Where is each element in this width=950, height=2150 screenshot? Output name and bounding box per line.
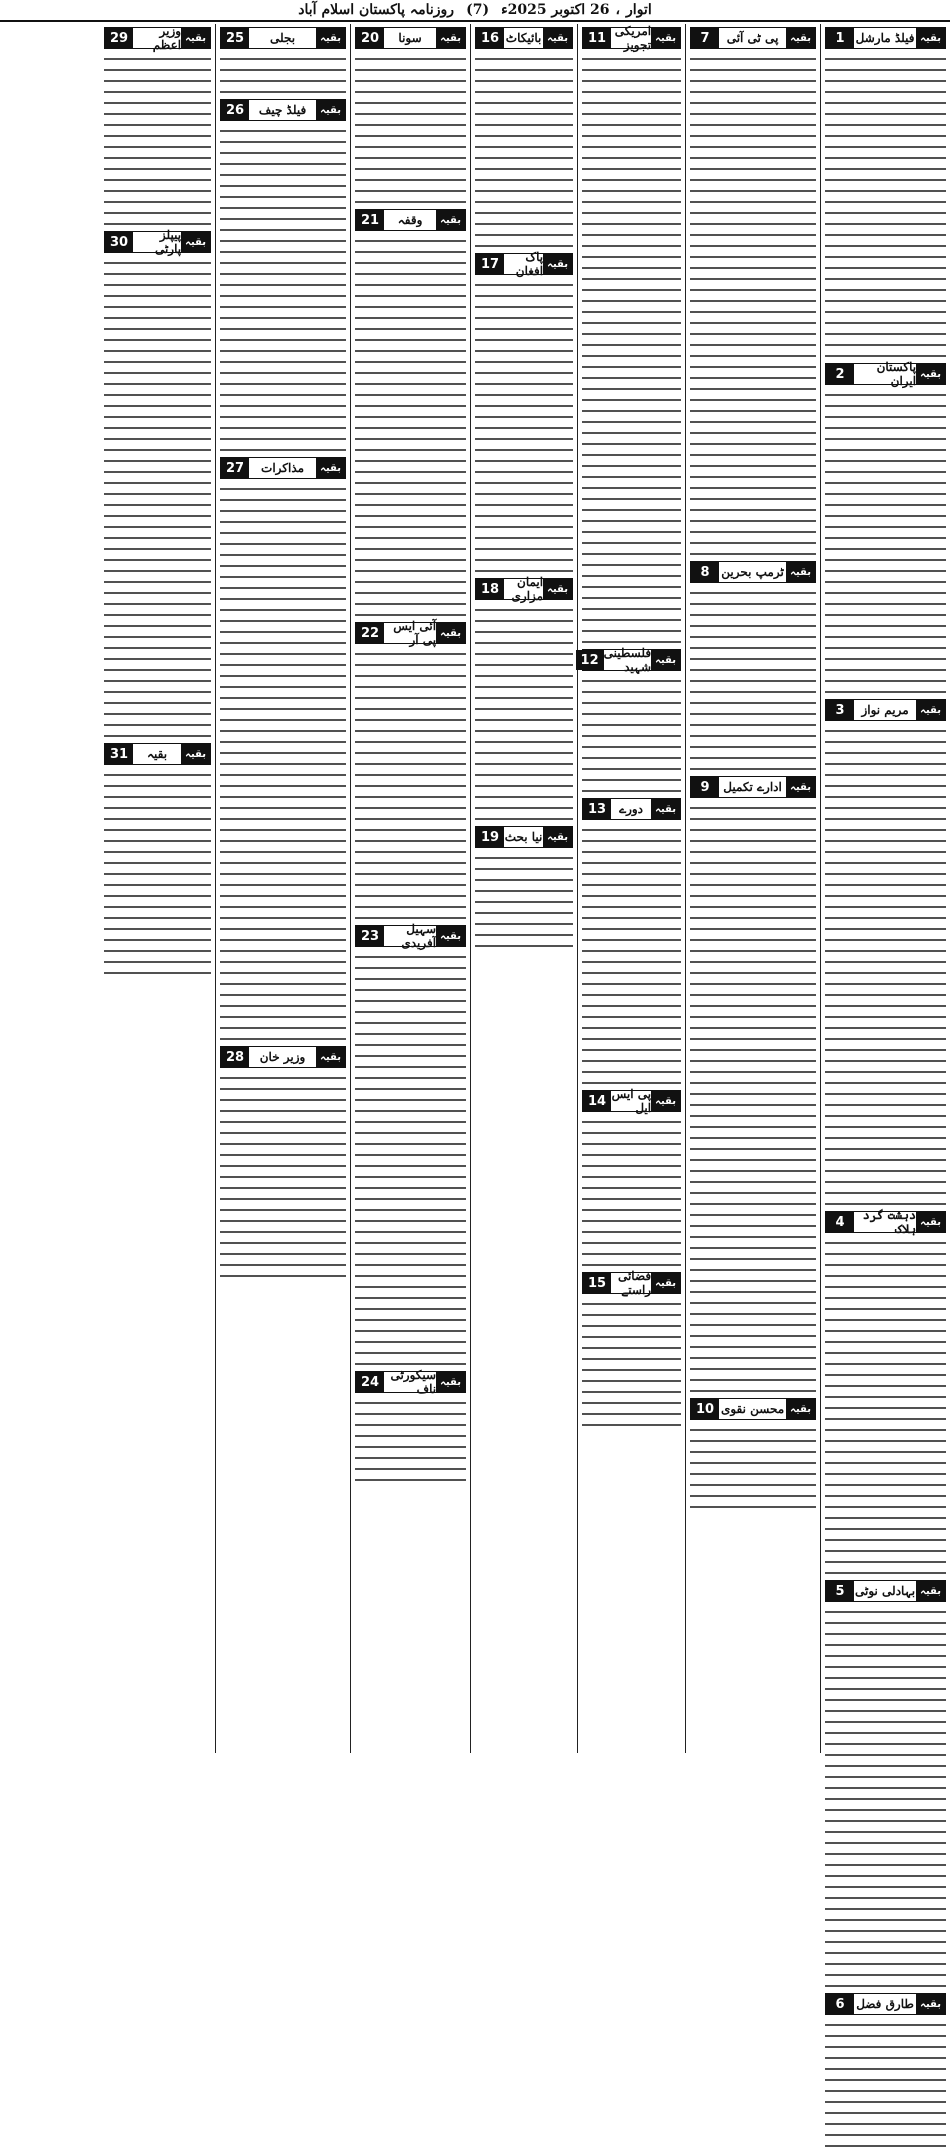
story-header	[582, 798, 681, 820]
story-title: امریکی تجویز	[611, 28, 651, 48]
column-6	[215, 24, 350, 1753]
story-body-text	[475, 52, 573, 250]
story-header	[582, 24, 681, 52]
baqia-tag: بقیہ	[786, 28, 815, 48]
baqia-tag: بقیہ	[181, 744, 210, 764]
baqia-tag: بقیہ	[651, 650, 680, 670]
baqia-tag: بقیہ	[543, 254, 572, 274]
story-title: بائیکاٹ	[504, 28, 543, 48]
story-body-text	[104, 256, 211, 740]
story-title: فضائی راستے	[611, 1273, 651, 1293]
baqia-tag: بقیہ	[316, 458, 345, 478]
story-number: 30	[105, 232, 133, 252]
story-title: آئی ایس پی آر	[384, 623, 436, 643]
story-title: فلسطینی شہید	[603, 646, 652, 674]
story-body-text	[220, 1071, 346, 1280]
story-header	[690, 561, 816, 583]
story-title: ٹرمپ بحرین	[719, 562, 786, 582]
story-number: 31	[105, 744, 133, 764]
story-header	[355, 619, 466, 647]
story-body-text	[825, 2018, 946, 2150]
story-header	[475, 575, 573, 603]
baqia-tag: بقیہ	[436, 28, 465, 48]
story-number: 7	[691, 28, 719, 48]
story-number: 2	[826, 364, 854, 384]
story-header	[475, 826, 573, 848]
story-number: 22	[356, 623, 384, 643]
story-body-text	[104, 768, 211, 977]
newspaper-page	[0, 24, 950, 2012]
story-body-text	[355, 647, 466, 922]
column-5	[350, 24, 470, 1753]
masthead: اتوار ، 26 اکتوبر 2025ء (7) روزنامہ پاکستان اسلام آباد	[0, 0, 950, 22]
story-body-text	[582, 674, 681, 795]
story-header	[580, 646, 681, 674]
story-title: وقفہ	[384, 210, 436, 230]
story-body-text	[582, 52, 681, 646]
story-number: 24	[356, 1372, 384, 1392]
baqia-tag: بقیہ	[316, 1047, 345, 1067]
masthead-day: اتوار	[626, 2, 652, 18]
story-title: بجلی	[249, 28, 316, 48]
story-header	[582, 1269, 681, 1297]
baqia-tag: بقیہ	[651, 799, 680, 819]
story-number: 25	[221, 28, 249, 48]
story-header	[104, 24, 211, 52]
story-body-text	[690, 586, 816, 773]
story-title: نیا بحث	[504, 827, 543, 847]
story-body-text	[104, 52, 211, 228]
baqia-tag: بقیہ	[916, 28, 945, 48]
story-number: 23	[356, 926, 384, 946]
story-header	[582, 1087, 681, 1115]
story-number: 14	[583, 1091, 611, 1111]
story-body-text	[475, 278, 573, 575]
column-7	[100, 24, 215, 1753]
story-header	[355, 27, 466, 49]
story-number: 20	[356, 28, 384, 48]
story-header	[355, 922, 466, 950]
story-header	[690, 27, 816, 49]
story-number: 3	[826, 700, 854, 720]
story-body-text	[220, 124, 346, 454]
baqia-tag: بقیہ	[543, 579, 572, 599]
story-title: سہیل آفریدی	[384, 926, 436, 946]
story-title: ایمان مزاری	[504, 579, 543, 599]
story-title: پی ٹی آئی	[719, 28, 786, 48]
story-number: 28	[221, 1047, 249, 1067]
story-number: 9	[691, 777, 719, 797]
story-body-text	[355, 234, 466, 619]
story-header	[355, 209, 466, 231]
baqia-tag: بقیہ	[916, 364, 945, 384]
story-title: دورے	[611, 799, 651, 819]
story-number: 5	[826, 1581, 854, 1601]
story-title: پیپلز پارٹی	[133, 232, 181, 252]
baqia-tag: بقیہ	[181, 28, 210, 48]
baqia-tag: بقیہ	[916, 1212, 945, 1232]
baqia-tag: بقیہ	[916, 700, 945, 720]
baqia-tag: بقیہ	[316, 28, 345, 48]
masthead-date: 26 اکتوبر 2025ء	[501, 2, 610, 18]
story-header	[825, 360, 946, 388]
baqia-tag: بقیہ	[786, 562, 815, 582]
story-body-text	[475, 603, 573, 823]
story-body-text	[690, 801, 816, 1395]
story-body-text	[582, 823, 681, 1087]
story-header	[220, 1046, 346, 1068]
column-1	[820, 24, 950, 2012]
story-title: پاکستان ایران	[854, 364, 916, 384]
story-number: 29	[105, 28, 133, 48]
story-title: سونا	[384, 28, 436, 48]
baqia-tag: بقیہ	[543, 28, 572, 48]
story-title: سیکورٹی ناف	[384, 1372, 436, 1392]
baqia-tag: بقیہ	[436, 1372, 465, 1392]
story-header	[825, 1993, 946, 2015]
story-header	[220, 457, 346, 479]
story-number: 16	[476, 28, 504, 48]
story-title: پاک افغان	[504, 254, 543, 274]
story-title: فیلڈ چیف	[249, 100, 316, 120]
column-4	[470, 24, 577, 1753]
story-number: 8	[691, 562, 719, 582]
story-title: وزیر اعظم	[133, 28, 181, 48]
column-2	[685, 24, 820, 1753]
story-number: 27	[221, 458, 249, 478]
story-body-text	[690, 52, 816, 558]
story-header	[475, 27, 573, 49]
baqia-tag: بقیہ	[786, 777, 815, 797]
story-number: 15	[583, 1273, 611, 1293]
story-title: محسن نقوی	[719, 1399, 786, 1419]
story-number: 12	[576, 650, 604, 670]
story-title: فیلڈ مارشل	[854, 28, 916, 48]
story-body-text	[220, 482, 346, 1043]
baqia-tag: بقیہ	[181, 232, 210, 252]
story-header	[475, 250, 573, 278]
baqia-tag: بقیہ	[436, 210, 465, 230]
story-title: پی ایس ایل	[611, 1087, 652, 1115]
baqia-tag: بقیہ	[436, 623, 465, 643]
story-number: 4	[826, 1212, 854, 1232]
story-body-text	[690, 1423, 816, 1511]
story-body-text	[825, 724, 946, 1208]
story-title: طارق فضل	[854, 1994, 916, 2014]
story-body-text	[825, 1236, 946, 1577]
story-number: 17	[476, 254, 504, 274]
story-body-text	[355, 52, 466, 206]
story-number: 11	[583, 28, 611, 48]
story-header	[825, 27, 946, 49]
baqia-tag: بقیہ	[651, 28, 680, 48]
story-number: 13	[583, 799, 611, 819]
story-header	[220, 27, 346, 49]
story-header	[825, 699, 946, 721]
column-3	[577, 24, 685, 1753]
baqia-tag: بقیہ	[916, 1581, 945, 1601]
story-header	[104, 228, 211, 256]
story-number: 1	[826, 28, 854, 48]
baqia-tag: بقیہ	[651, 1091, 680, 1111]
masthead-paper: روزنامہ پاکستان اسلام آباد	[298, 2, 455, 18]
story-body-text	[475, 851, 573, 950]
story-header	[104, 743, 211, 765]
story-title: دہشت گرد ہلاک	[854, 1212, 916, 1232]
story-body-text	[825, 52, 946, 360]
story-header	[825, 1580, 946, 1602]
story-body-text	[355, 950, 466, 1368]
story-header	[825, 1208, 946, 1236]
story-header	[690, 776, 816, 798]
baqia-tag: بقیہ	[316, 100, 345, 120]
story-number: 6	[826, 1994, 854, 2014]
story-body-text	[220, 52, 346, 96]
story-title: مذاکرات	[249, 458, 316, 478]
story-body-text	[825, 388, 946, 696]
story-number: 10	[691, 1399, 719, 1419]
story-body-text	[582, 1297, 681, 1429]
baqia-tag: بقیہ	[916, 1994, 945, 2014]
story-header	[690, 1398, 816, 1420]
baqia-tag: بقیہ	[651, 1273, 680, 1293]
story-title: بہادلی نوٹی	[854, 1581, 916, 1601]
story-number: 21	[356, 210, 384, 230]
story-body-text	[355, 1396, 466, 1484]
story-title: مریم نواز	[854, 700, 916, 720]
story-number: 26	[221, 100, 249, 120]
story-header	[355, 1368, 466, 1396]
masthead-page: (7)	[466, 2, 490, 18]
story-number: 18	[476, 579, 504, 599]
story-body-text	[825, 1605, 946, 1990]
story-title: بقیہ	[133, 744, 181, 764]
baqia-tag: بقیہ	[786, 1399, 815, 1419]
story-title: ادارے تکمیل	[719, 777, 786, 797]
story-header	[220, 99, 346, 121]
baqia-tag: بقیہ	[543, 827, 572, 847]
story-body-text	[582, 1115, 681, 1269]
baqia-tag: بقیہ	[436, 926, 465, 946]
story-number: 19	[476, 827, 504, 847]
story-title: وزیر خان	[249, 1047, 316, 1067]
